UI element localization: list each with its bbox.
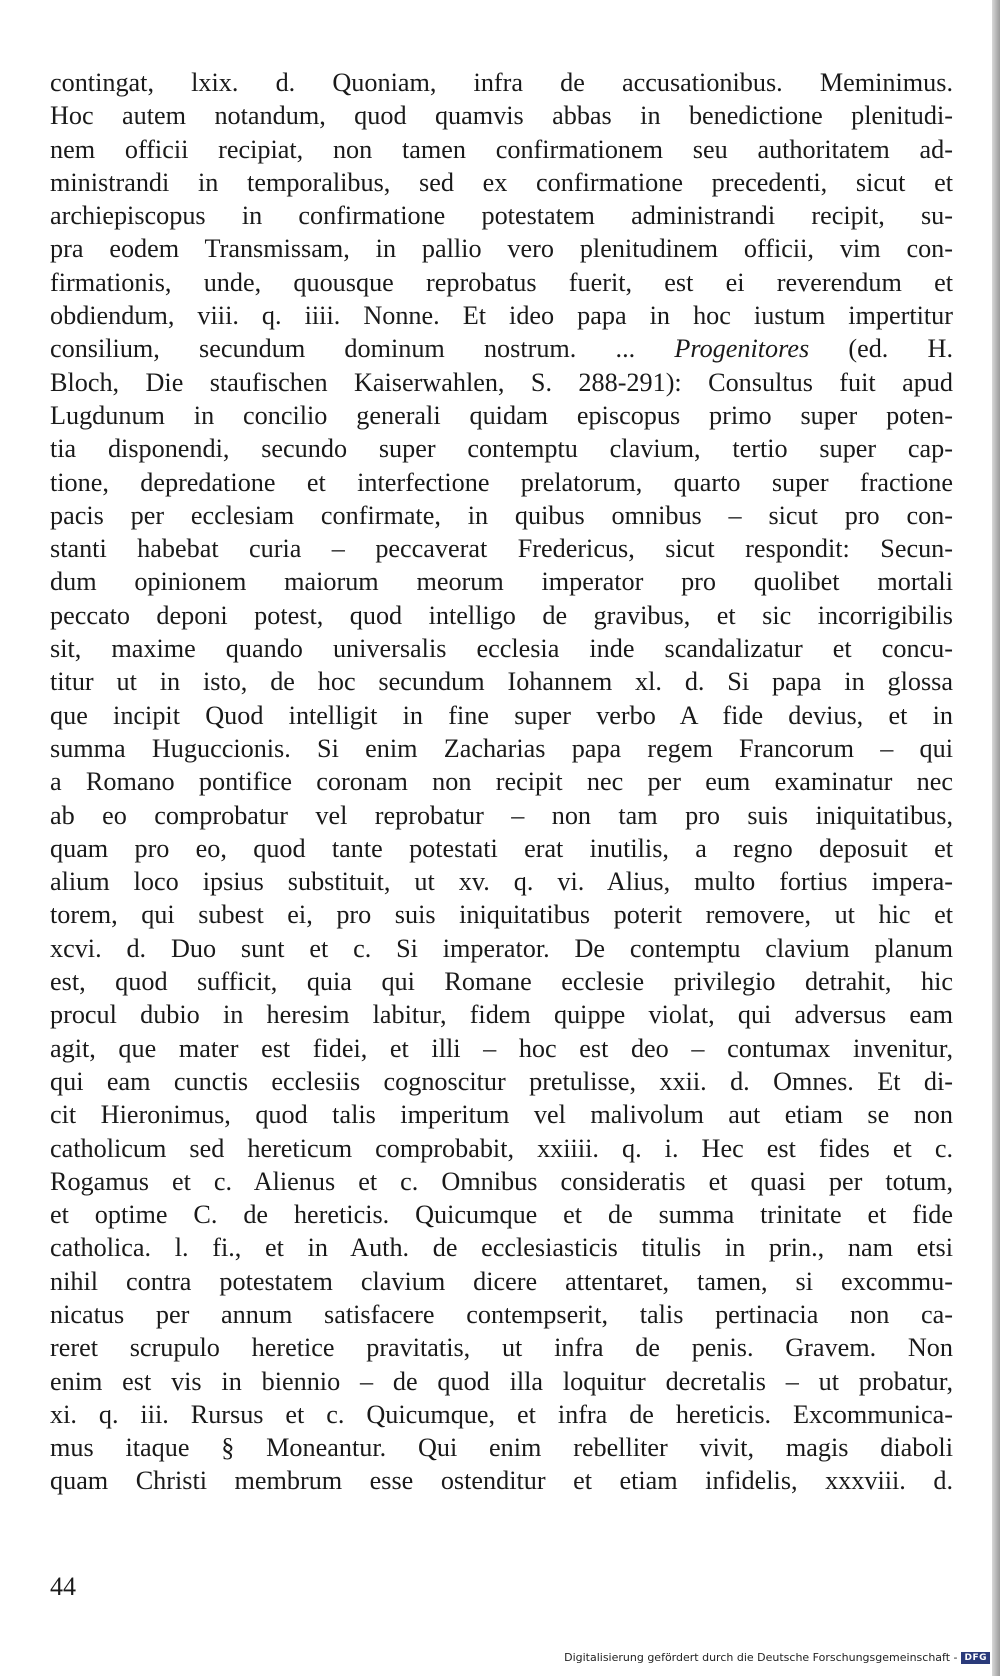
digitization-credit [564, 1651, 990, 1664]
text-line: archiepiscopus in confirmatione potestatem administrandi recipit, su- [50, 201, 953, 231]
body-text [50, 66, 953, 1498]
text-line: catholicum sed hereticum comprobabit, xxiiii. q. i. Hec est fides et c. [50, 1133, 953, 1163]
text-line: procul dubio in heresim labitur, fidem quippe violat, qui adversus eam [50, 1000, 953, 1030]
text-line: xcvi. d. Duo sunt et c. Si imperator. De contemptu clavium planum [50, 933, 953, 963]
text-line: ab eo comprobatur vel reprobatur – non tam pro suis iniquitatibus, [50, 800, 953, 830]
text-line: nihil contra potestatem clavium dicere attentaret, tamen, si excommu- [50, 1266, 953, 1296]
text-line: alium loco ipsius substituit, ut xv. q. vi. Alius, multo fortius impera- [50, 867, 953, 897]
text-line: est, quod sufficit, quia qui Romane ecclesie privilegio detrahit, hic [50, 967, 953, 997]
text-line: contingat, lxix. d. Quoniam, infra de accusationibus. Meminimus. [50, 68, 953, 97]
text-line: nem officii recipiat, non tamen confirmationem seu authoritatem ad- [50, 134, 953, 164]
text-line: pacis per ecclesiam confirmate, in quibus omnibus – sicut pro con- [50, 500, 953, 530]
text-line: summa Huguccionis. Si enim Zacharias papa regem Francorum – qui [50, 733, 953, 763]
page-number: 44 [50, 1572, 76, 1601]
text-line: obdiendum, viii. q. iiii. Nonne. Et ideo papa in hoc iustum impertitur [50, 301, 953, 331]
text-line: qui eam cunctis ecclesiis cognoscitur pretulisse, xxii. d. Omnes. Et di- [50, 1066, 953, 1096]
text-line: catholica. l. fi., et in Auth. de ecclesiasticis titulis in prin., nam etsi [50, 1233, 953, 1263]
text-line: que incipit Quod intelligit in fine super verbo A fide devius, et in [50, 700, 953, 730]
text-line: titur ut in isto, de hoc secundum Iohannem xl. d. Si papa in glossa [50, 667, 953, 697]
text-line: nicatus per annum satisfacere contempserit, talis pertinacia non ca- [50, 1299, 953, 1329]
text-line: Lugdunum in concilio generali quidam episcopus primo super poten- [50, 400, 953, 430]
text-line: Bloch, Die staufischen Kaiserwahlen, S. 288-291): Consultus fuit apud [50, 367, 953, 397]
text-line: enim est vis in biennio – de quod illa loquitur decretalis – ut probatur, [50, 1366, 953, 1396]
text-line: stanti habebat curia – peccaverat Fredericus, sicut respondit: Secun- [50, 534, 953, 564]
italic-title: Progenitores [674, 334, 810, 364]
text-line: peccato deponi potest, quod intelligo de gravibus, et sic incorrigibilis [50, 600, 953, 630]
text-line: firmationis, unde, quousque reprobatus fuerit, est ei reverendum et [50, 267, 953, 297]
page-edge-shadow [992, 0, 1000, 1676]
text-line: Hoc autem notandum, quod quamvis abbas in benedictione plenitudi- [50, 101, 953, 131]
text-line: reret scrupulo heretice pravitatis, ut infra de penis. Gravem. Non [50, 1333, 953, 1363]
text-line: quam Christi membrum esse ostenditur et etiam infidelis, xxxviii. d. [50, 1466, 953, 1496]
text-line: agit, que mater est fidei, et illi – hoc est deo – contumax invenitur, [50, 1033, 953, 1063]
text-line: Rogamus et c. Alienus et c. Omnibus consideratis et quasi per totum, [50, 1166, 953, 1196]
text-line: xi. q. iii. Rursus et c. Quicumque, et infra de hereticis. Excommunica- [50, 1399, 953, 1429]
text-line: cit Hieronimus, quod talis imperitum vel malivolum aut etiam se non [50, 1100, 953, 1130]
text-line: ministrandi in temporalibus, sed ex confirmatione precedenti, sicut et [50, 167, 953, 197]
text-line: quam pro eo, quod tante potestati erat inutilis, a regno deposuit et [50, 833, 953, 863]
text-line: tia disponendi, secundo super contemptu clavium, tertio super cap- [50, 434, 953, 464]
text-line: torem, qui subest ei, pro suis iniquitatibus poterit removere, ut hic et [50, 900, 953, 930]
text-line: sit, maxime quando universalis ecclesia inde scandalizatur et concu- [50, 634, 953, 664]
text-line: mus itaque § Moneantur. Qui enim rebelliter vivit, magis diaboli [50, 1433, 953, 1463]
text-line: pra eodem Transmissam, in pallio vero plenitudinem officii, vim con- [50, 234, 953, 264]
credit-text: Digitalisierung gefördert durch die Deutsche Forschungsgemeinschaft - [564, 1651, 958, 1664]
text-line: dum opinionem maiorum meorum imperator pro quolibet mortali [50, 567, 953, 597]
text-line: a Romano pontifice coronam non recipit nec per eum examinatur nec [50, 767, 953, 797]
text-line: consilium, secundum dominum nostrum. ... Progenitores (ed. H. [50, 334, 954, 364]
text-line: et optime C. de hereticis. Quicumque et de summa trinitate et fide [50, 1200, 953, 1230]
text-line: tione, depredatione et interfectione prelatorum, quarto super fractione [50, 467, 953, 497]
dfg-logo: DFG [961, 1652, 990, 1664]
